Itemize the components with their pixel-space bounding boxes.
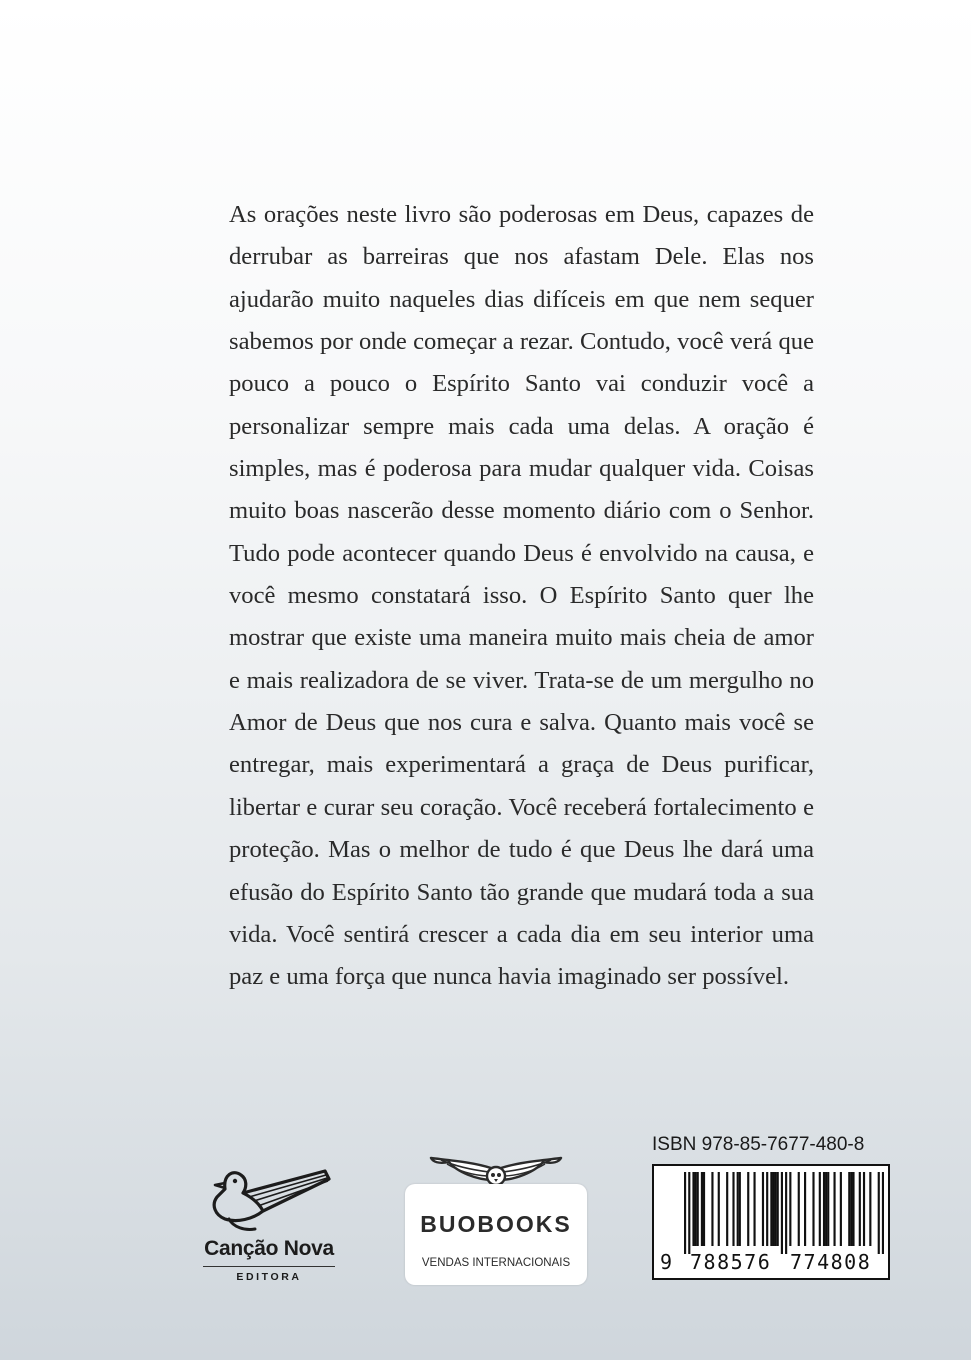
distributor-badge: [405, 1184, 587, 1285]
barcode-bar: [798, 1172, 800, 1246]
barcode-bar: [739, 1172, 741, 1246]
barcode-bar: [827, 1172, 829, 1246]
barcode-bar: [777, 1172, 779, 1246]
barcode-bar: [726, 1172, 728, 1246]
barcode-bar: [863, 1172, 865, 1246]
barcode-bar: [684, 1172, 686, 1254]
barcode-bar: [772, 1172, 774, 1246]
barcode-bar: [695, 1172, 697, 1246]
barcode-bar: [785, 1172, 787, 1254]
barcode-bar: [781, 1172, 783, 1254]
distributor-subtitle: VENDAS INTERNACIONAIS: [421, 1257, 571, 1269]
barcode-bar: [812, 1172, 814, 1246]
barcode-bar: [762, 1172, 764, 1246]
publisher-name: Canção Nova: [204, 1237, 334, 1260]
barcode-bar: [766, 1172, 768, 1246]
barcode-bar: [869, 1172, 871, 1246]
barcode-bar: [878, 1172, 880, 1254]
barcode-digits-right: 774808: [790, 1250, 872, 1274]
barcode-bar: [804, 1172, 806, 1246]
barcode-bar: [718, 1172, 720, 1246]
barcode-digit-first: 9: [660, 1250, 673, 1274]
back-cover-blurb: As orações neste livro são poderosas em Deus, capazes de derrubar as barreiras que nos afastam Dele. Elas nos ajudarão muito naqueles dias difíceis em que nem sequer sabemos por onde começar a rezar. Contudo, você verá que pouco a pouco o Espírito Santo vai conduzir você a personalizar sempre mais cada uma delas. A oração é simples, mas é poderosa para mudar qualquer vida. Coisas muito boas nascerão desse momento diário com o Senhor. Tudo pode acontecer quando Deus é envolvido na causa, e você mesmo constatará isso. O Espírito Santo quer lhe mostrar que existe uma maneira muito mais cheia de amor e mais realizadora de se viver. Trata-se de um mergulho no Amor de Deus que nos cura e salva. Quanto mais você se entregar, mais experimentará a graça de Deus purificar, libertar e curar seu coração. Você receberá fortalecimento e proteção. Mas o melhor de tudo é que Deus lhe dará uma efusão do Espírito Santo tão grande que mudará toda a sua vida. Você sentirá crescer a cada dia em seu interior uma paz e uma força que nunca havia imaginado ser possível.: [229, 201, 814, 991]
barcode-bar: [833, 1172, 835, 1246]
barcode-bar: [819, 1172, 821, 1246]
barcode-bar: [703, 1172, 705, 1246]
barcode-bars: [684, 1172, 884, 1254]
barcode-bar: [753, 1172, 755, 1246]
barcode-bar: [823, 1172, 825, 1246]
barcode-bar: [737, 1172, 739, 1246]
distributor-logo: [405, 1150, 587, 1285]
isbn-barcode: [652, 1164, 890, 1280]
barcode-bar: [882, 1172, 884, 1254]
barcode-bar: [775, 1172, 777, 1246]
barcode-bar: [732, 1172, 734, 1246]
barcode-bar: [840, 1172, 842, 1246]
barcode-bar: [711, 1172, 713, 1246]
publisher-divider: [203, 1266, 335, 1267]
barcode-bar: [850, 1172, 852, 1246]
dove-guitar-icon: [203, 1163, 333, 1235]
barcode-bar: [747, 1172, 749, 1246]
publisher-subtitle: EDITORA: [236, 1271, 302, 1283]
isbn-label: ISBN 978-85-7677-480-8: [652, 1134, 865, 1155]
barcode-bar: [692, 1172, 694, 1246]
barcode-bar: [770, 1172, 772, 1246]
publisher-logo: [198, 1163, 340, 1288]
barcode-digits: [660, 1250, 886, 1274]
barcode-bar: [859, 1172, 861, 1246]
barcode-bar: [825, 1172, 827, 1246]
barcode-digits-left: 788576: [690, 1250, 772, 1274]
barcode-bar: [789, 1172, 791, 1246]
distributor-name: BUOBOOKS: [420, 1211, 572, 1237]
barcode-bar: [688, 1172, 690, 1254]
barcode-bar: [848, 1172, 850, 1246]
barcode-bar: [701, 1172, 703, 1246]
barcode-bar: [697, 1172, 699, 1246]
barcode-bar: [852, 1172, 854, 1246]
